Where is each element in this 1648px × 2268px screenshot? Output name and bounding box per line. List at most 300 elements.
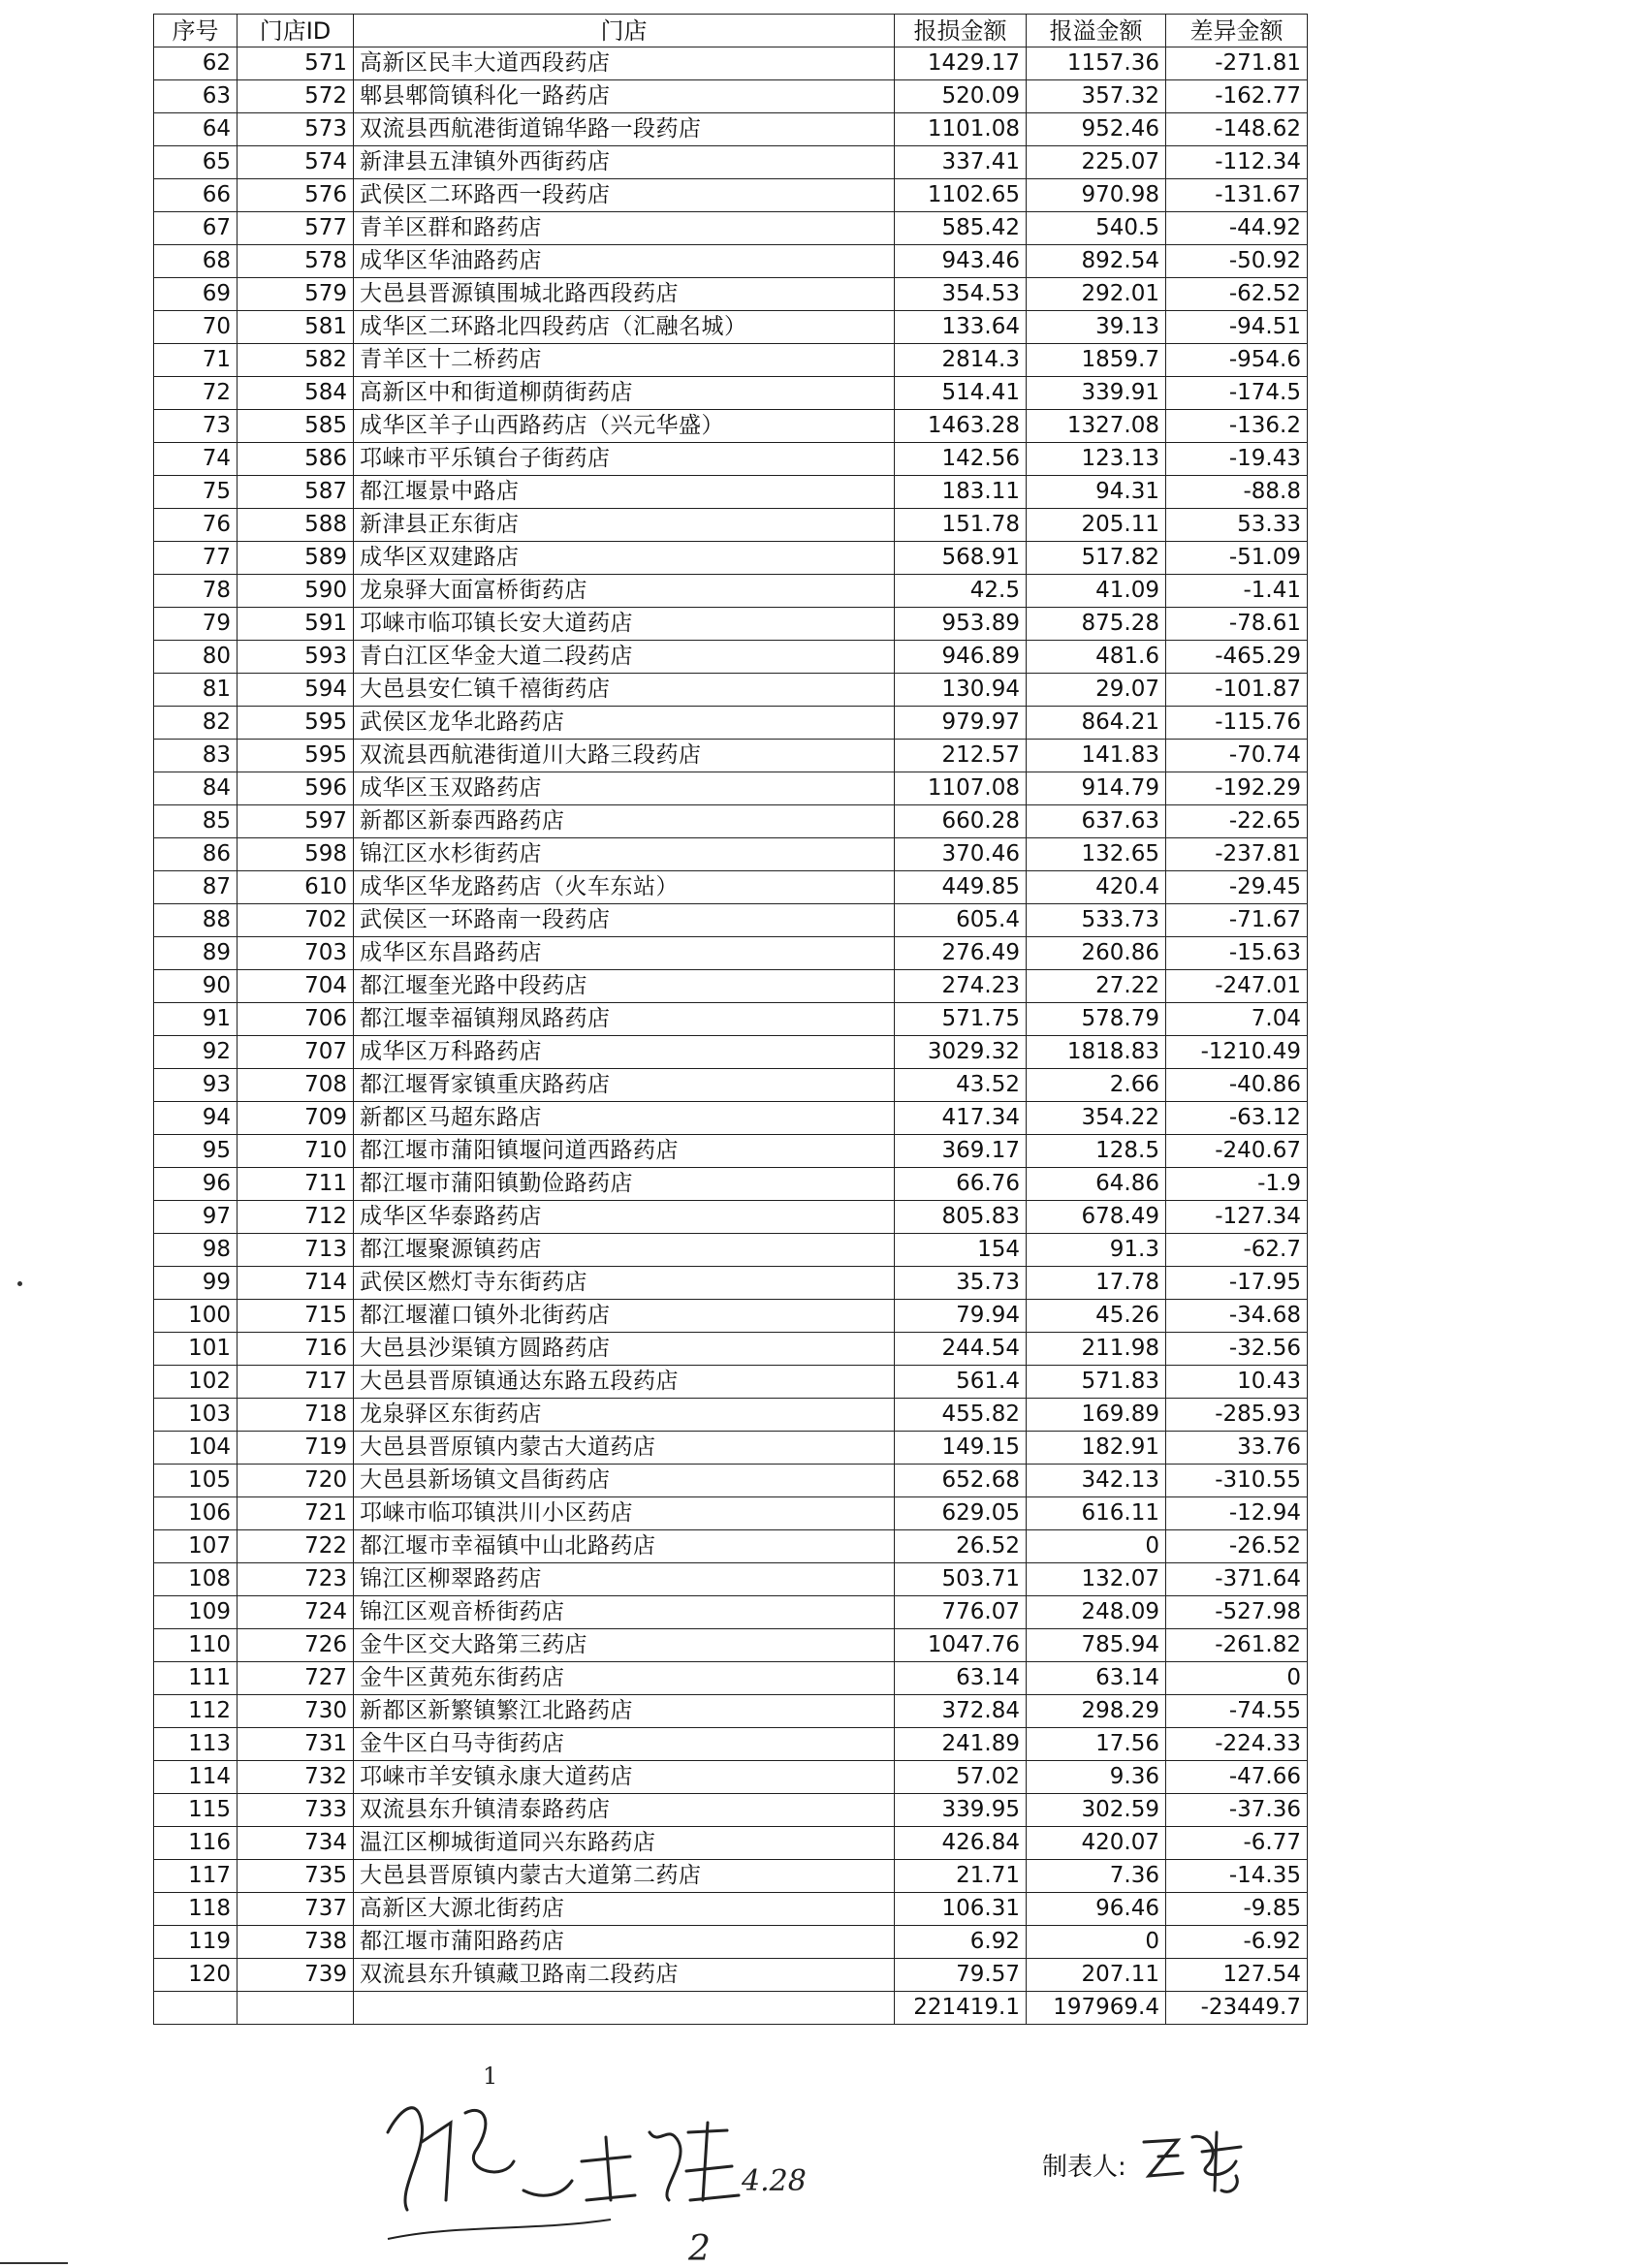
store-id: 574	[238, 146, 354, 179]
overage-amount: 207.11	[1027, 1959, 1166, 1992]
difference-amount: -12.94	[1166, 1497, 1308, 1530]
difference-amount: -6.77	[1166, 1827, 1308, 1860]
difference-amount: -88.8	[1166, 476, 1308, 509]
difference-amount: -44.92	[1166, 212, 1308, 245]
store-id: 713	[238, 1234, 354, 1267]
difference-amount: -40.86	[1166, 1069, 1308, 1102]
loss-amount: 106.31	[895, 1893, 1027, 1926]
row-index: 108	[154, 1563, 238, 1596]
difference-amount: -131.67	[1166, 179, 1308, 212]
store-id: 710	[238, 1135, 354, 1168]
row-index: 115	[154, 1794, 238, 1827]
totals-index	[154, 1992, 238, 2025]
loss-amount: 43.52	[895, 1069, 1027, 1102]
loss-amount: 151.78	[895, 509, 1027, 542]
overage-amount: 533.73	[1027, 904, 1166, 937]
store-id: 594	[238, 674, 354, 707]
row-index: 117	[154, 1860, 238, 1893]
difference-amount: 10.43	[1166, 1366, 1308, 1399]
overage-amount: 1157.36	[1027, 47, 1166, 80]
overage-amount: 9.36	[1027, 1761, 1166, 1794]
loss-amount: 660.28	[895, 805, 1027, 838]
table-row	[154, 47, 1308, 80]
store-id: 720	[238, 1465, 354, 1497]
loss-amount: 1429.17	[895, 47, 1027, 80]
overage-amount: 540.5	[1027, 212, 1166, 245]
store-name: 青羊区十二桥药店	[354, 344, 895, 377]
difference-amount: -1.41	[1166, 575, 1308, 608]
overage-amount: 1327.08	[1027, 410, 1166, 443]
loss-amount: 953.89	[895, 608, 1027, 641]
store-name: 新津县正东街店	[354, 509, 895, 542]
difference-amount: -148.62	[1166, 113, 1308, 146]
row-index: 97	[154, 1201, 238, 1234]
table-row	[154, 674, 1308, 707]
store-id: 726	[238, 1629, 354, 1662]
overage-amount: 357.32	[1027, 80, 1166, 113]
store-id: 598	[238, 838, 354, 871]
row-index: 113	[154, 1728, 238, 1761]
loss-amount: 369.17	[895, 1135, 1027, 1168]
loss-amount: 79.57	[895, 1959, 1027, 1992]
store-name: 锦江区水杉街药店	[354, 838, 895, 871]
difference-amount: -1.9	[1166, 1168, 1308, 1201]
table-row	[154, 410, 1308, 443]
header-store-id: 门店ID	[238, 15, 354, 47]
store-id: 708	[238, 1069, 354, 1102]
store-id: 586	[238, 443, 354, 476]
row-index: 67	[154, 212, 238, 245]
difference-amount: 53.33	[1166, 509, 1308, 542]
overage-amount: 875.28	[1027, 608, 1166, 641]
table-row	[154, 1926, 1308, 1959]
table-row	[154, 377, 1308, 410]
store-name: 成华区万科路药店	[354, 1036, 895, 1069]
table-row	[154, 1827, 1308, 1860]
overage-amount: 952.46	[1027, 113, 1166, 146]
store-name: 成华区羊子山西路药店（兴元华盛）	[354, 410, 895, 443]
table-row	[154, 1530, 1308, 1563]
table-row	[154, 1728, 1308, 1761]
store-id: 718	[238, 1399, 354, 1432]
row-index: 63	[154, 80, 238, 113]
difference-amount: -14.35	[1166, 1860, 1308, 1893]
row-index: 72	[154, 377, 238, 410]
row-index: 118	[154, 1893, 238, 1926]
row-index: 64	[154, 113, 238, 146]
row-index: 85	[154, 805, 238, 838]
header-index: 序号	[154, 15, 238, 47]
store-id: 593	[238, 641, 354, 674]
row-index: 65	[154, 146, 238, 179]
loss-amount: 585.42	[895, 212, 1027, 245]
store-id: 738	[238, 1926, 354, 1959]
loss-amount: 3029.32	[895, 1036, 1027, 1069]
loss-amount: 133.64	[895, 311, 1027, 344]
row-index: 78	[154, 575, 238, 608]
difference-amount: 0	[1166, 1662, 1308, 1695]
overage-amount: 339.91	[1027, 377, 1166, 410]
table-row	[154, 311, 1308, 344]
difference-amount: -192.29	[1166, 772, 1308, 805]
page-mark: 2	[688, 2229, 711, 2268]
loss-amount: 370.46	[895, 838, 1027, 871]
table-row	[154, 970, 1308, 1003]
handwritten-signature	[378, 2055, 921, 2268]
store-name: 高新区中和街道柳荫街药店	[354, 377, 895, 410]
difference-amount: -271.81	[1166, 47, 1308, 80]
table-row	[154, 1596, 1308, 1629]
total-difference: -23449.7	[1166, 1992, 1308, 2025]
difference-amount: -115.76	[1166, 707, 1308, 740]
row-index: 68	[154, 245, 238, 278]
loss-amount: 1102.65	[895, 179, 1027, 212]
difference-amount: -224.33	[1166, 1728, 1308, 1761]
difference-amount: -37.36	[1166, 1794, 1308, 1827]
row-index: 114	[154, 1761, 238, 1794]
table-row	[154, 1497, 1308, 1530]
row-index: 99	[154, 1267, 238, 1300]
difference-amount: -261.82	[1166, 1629, 1308, 1662]
table-row	[154, 707, 1308, 740]
store-id: 739	[238, 1959, 354, 1992]
table-row	[154, 443, 1308, 476]
difference-amount: 7.04	[1166, 1003, 1308, 1036]
row-index: 102	[154, 1366, 238, 1399]
store-name: 双流县东升镇藏卫路南二段药店	[354, 1959, 895, 1992]
loss-amount: 776.07	[895, 1596, 1027, 1629]
overage-amount: 123.13	[1027, 443, 1166, 476]
difference-amount: -63.12	[1166, 1102, 1308, 1135]
store-id: 727	[238, 1662, 354, 1695]
store-id: 581	[238, 311, 354, 344]
store-name: 高新区民丰大道西段药店	[354, 47, 895, 80]
row-index: 84	[154, 772, 238, 805]
store-name: 成华区华油路药店	[354, 245, 895, 278]
table-row	[154, 1267, 1308, 1300]
table-row	[154, 179, 1308, 212]
store-id: 590	[238, 575, 354, 608]
row-index: 77	[154, 542, 238, 575]
row-index: 111	[154, 1662, 238, 1695]
row-index: 82	[154, 707, 238, 740]
store-id: 578	[238, 245, 354, 278]
store-id: 572	[238, 80, 354, 113]
row-index: 94	[154, 1102, 238, 1135]
store-name: 大邑县安仁镇千禧街药店	[354, 674, 895, 707]
loss-amount: 274.23	[895, 970, 1027, 1003]
loss-amount: 183.11	[895, 476, 1027, 509]
store-id: 591	[238, 608, 354, 641]
overage-amount: 354.22	[1027, 1102, 1166, 1135]
store-name: 青白江区华金大道二段药店	[354, 641, 895, 674]
store-id: 587	[238, 476, 354, 509]
store-id: 711	[238, 1168, 354, 1201]
loss-amount: 244.54	[895, 1333, 1027, 1366]
difference-amount: -237.81	[1166, 838, 1308, 871]
store-name: 大邑县晋源镇围城北路西段药店	[354, 278, 895, 311]
store-id: 595	[238, 707, 354, 740]
loss-amount: 946.89	[895, 641, 1027, 674]
stray-dot	[17, 1281, 22, 1286]
overage-amount: 342.13	[1027, 1465, 1166, 1497]
signature-date: 4.28	[742, 2164, 807, 2198]
loss-amount: 26.52	[895, 1530, 1027, 1563]
store-name: 龙泉驿区东街药店	[354, 1399, 895, 1432]
difference-amount: -6.92	[1166, 1926, 1308, 1959]
overage-amount: 970.98	[1027, 179, 1166, 212]
loss-amount: 66.76	[895, 1168, 1027, 1201]
difference-amount: -247.01	[1166, 970, 1308, 1003]
table-row	[154, 1465, 1308, 1497]
loss-amount: 571.75	[895, 1003, 1027, 1036]
row-index: 66	[154, 179, 238, 212]
row-index: 95	[154, 1135, 238, 1168]
difference-amount: -22.65	[1166, 805, 1308, 838]
loss-amount: 57.02	[895, 1761, 1027, 1794]
overage-amount: 292.01	[1027, 278, 1166, 311]
store-id: 730	[238, 1695, 354, 1728]
row-index: 116	[154, 1827, 238, 1860]
loss-amount: 514.41	[895, 377, 1027, 410]
overage-amount: 128.5	[1027, 1135, 1166, 1168]
store-name: 青羊区群和路药店	[354, 212, 895, 245]
row-index: 81	[154, 674, 238, 707]
loss-amount: 337.41	[895, 146, 1027, 179]
difference-amount: -34.68	[1166, 1300, 1308, 1333]
difference-amount: -50.92	[1166, 245, 1308, 278]
overage-amount: 420.07	[1027, 1827, 1166, 1860]
loss-amount: 79.94	[895, 1300, 1027, 1333]
store-id: 704	[238, 970, 354, 1003]
store-name: 大邑县沙渠镇方圆路药店	[354, 1333, 895, 1366]
overage-amount: 616.11	[1027, 1497, 1166, 1530]
difference-amount: -26.52	[1166, 1530, 1308, 1563]
store-id: 576	[238, 179, 354, 212]
loss-amount: 1047.76	[895, 1629, 1027, 1662]
table-row	[154, 1432, 1308, 1465]
store-name: 大邑县晋原镇通达东路五段药店	[354, 1366, 895, 1399]
table-row	[154, 80, 1308, 113]
table-row	[154, 245, 1308, 278]
row-index: 73	[154, 410, 238, 443]
store-name: 温江区柳城街道同兴东路药店	[354, 1827, 895, 1860]
overage-amount: 91.3	[1027, 1234, 1166, 1267]
difference-amount: -74.55	[1166, 1695, 1308, 1728]
store-name: 大邑县晋原镇内蒙古大道第二药店	[354, 1860, 895, 1893]
difference-amount: -465.29	[1166, 641, 1308, 674]
store-id: 577	[238, 212, 354, 245]
difference-amount: 127.54	[1166, 1959, 1308, 1992]
table-row	[154, 1662, 1308, 1695]
overage-amount: 45.26	[1027, 1300, 1166, 1333]
table-row	[154, 1563, 1308, 1596]
table-row	[154, 1201, 1308, 1234]
row-index: 86	[154, 838, 238, 871]
store-id: 733	[238, 1794, 354, 1827]
store-name: 都江堰聚源镇药店	[354, 1234, 895, 1267]
store-name: 双流县西航港街道川大路三段药店	[354, 740, 895, 772]
difference-amount: -29.45	[1166, 871, 1308, 904]
difference-amount: -240.67	[1166, 1135, 1308, 1168]
loss-amount: 455.82	[895, 1399, 1027, 1432]
store-id: 724	[238, 1596, 354, 1629]
store-id: 723	[238, 1563, 354, 1596]
overage-amount: 517.82	[1027, 542, 1166, 575]
difference-amount: -47.66	[1166, 1761, 1308, 1794]
overage-amount: 132.65	[1027, 838, 1166, 871]
row-index: 100	[154, 1300, 238, 1333]
table-row	[154, 212, 1308, 245]
store-name: 武侯区龙华北路药店	[354, 707, 895, 740]
store-id: 712	[238, 1201, 354, 1234]
loss-amount: 21.71	[895, 1860, 1027, 1893]
store-name: 金牛区交大路第三药店	[354, 1629, 895, 1662]
overage-amount: 169.89	[1027, 1399, 1166, 1432]
store-id: 721	[238, 1497, 354, 1530]
store-name: 都江堰灌口镇外北街药店	[354, 1300, 895, 1333]
table-row	[154, 542, 1308, 575]
store-name: 成华区东昌路药店	[354, 937, 895, 970]
overage-amount: 578.79	[1027, 1003, 1166, 1036]
overage-amount: 864.21	[1027, 707, 1166, 740]
row-index: 80	[154, 641, 238, 674]
loss-amount: 503.71	[895, 1563, 1027, 1596]
difference-amount: -62.52	[1166, 278, 1308, 311]
overage-amount: 785.94	[1027, 1629, 1166, 1662]
overage-amount: 29.07	[1027, 674, 1166, 707]
row-index: 76	[154, 509, 238, 542]
store-name: 大邑县新场镇文昌街药店	[354, 1465, 895, 1497]
row-index: 103	[154, 1399, 238, 1432]
store-name: 龙泉驿大面富桥街药店	[354, 575, 895, 608]
loss-amount: 339.95	[895, 1794, 1027, 1827]
table-row	[154, 1860, 1308, 1893]
store-name: 新都区新泰西路药店	[354, 805, 895, 838]
table-row	[154, 1794, 1308, 1827]
store-id: 610	[238, 871, 354, 904]
overage-amount: 17.78	[1027, 1267, 1166, 1300]
overage-amount: 2.66	[1027, 1069, 1166, 1102]
total-loss: 221419.1	[895, 1992, 1027, 2025]
overage-amount: 63.14	[1027, 1662, 1166, 1695]
store-name: 武侯区燃灯寺东街药店	[354, 1267, 895, 1300]
overage-amount: 182.91	[1027, 1432, 1166, 1465]
table-row	[154, 641, 1308, 674]
table-row	[154, 1300, 1308, 1333]
store-id: 597	[238, 805, 354, 838]
store-name: 都江堰景中路店	[354, 476, 895, 509]
row-index: 93	[154, 1069, 238, 1102]
store-name: 成华区双建路店	[354, 542, 895, 575]
difference-amount: -127.34	[1166, 1201, 1308, 1234]
store-name: 邛崃市临邛镇洪川小区药店	[354, 1497, 895, 1530]
store-id: 717	[238, 1366, 354, 1399]
loss-amount: 629.05	[895, 1497, 1027, 1530]
difference-amount: -51.09	[1166, 542, 1308, 575]
overage-amount: 225.07	[1027, 146, 1166, 179]
loss-amount: 1101.08	[895, 113, 1027, 146]
loss-amount: 979.97	[895, 707, 1027, 740]
store-name: 都江堰奎光路中段药店	[354, 970, 895, 1003]
store-id: 584	[238, 377, 354, 410]
row-index: 92	[154, 1036, 238, 1069]
store-id: 573	[238, 113, 354, 146]
store-name: 新津县五津镇外西街药店	[354, 146, 895, 179]
table-row	[154, 575, 1308, 608]
loss-amount: 63.14	[895, 1662, 1027, 1695]
store-id: 732	[238, 1761, 354, 1794]
header-difference: 差异金额	[1166, 15, 1308, 47]
loss-amount: 276.49	[895, 937, 1027, 970]
header-loss-amount: 报损金额	[895, 15, 1027, 47]
store-id: 707	[238, 1036, 354, 1069]
loss-amount: 943.46	[895, 245, 1027, 278]
store-name: 武侯区一环路南一段药店	[354, 904, 895, 937]
store-id: 714	[238, 1267, 354, 1300]
loss-amount: 154	[895, 1234, 1027, 1267]
table-row	[154, 1959, 1308, 1992]
store-id: 702	[238, 904, 354, 937]
row-index: 104	[154, 1432, 238, 1465]
store-id: 589	[238, 542, 354, 575]
table-row	[154, 344, 1308, 377]
footer-rule	[0, 2262, 68, 2264]
table-row	[154, 1761, 1308, 1794]
store-id: 706	[238, 1003, 354, 1036]
table-row	[154, 1399, 1308, 1432]
table-row	[154, 1695, 1308, 1728]
row-index: 96	[154, 1168, 238, 1201]
store-name: 金牛区黄苑东街药店	[354, 1662, 895, 1695]
totals-row	[154, 1992, 1308, 2025]
store-id: 716	[238, 1333, 354, 1366]
loss-amount: 805.83	[895, 1201, 1027, 1234]
overage-amount: 41.09	[1027, 575, 1166, 608]
store-name: 新都区新繁镇繁江北路药店	[354, 1695, 895, 1728]
overage-amount: 141.83	[1027, 740, 1166, 772]
table-row	[154, 1069, 1308, 1102]
store-id: 595	[238, 740, 354, 772]
loss-amount: 372.84	[895, 1695, 1027, 1728]
store-id: 582	[238, 344, 354, 377]
header-overage-amount: 报溢金额	[1027, 15, 1166, 47]
store-id: 571	[238, 47, 354, 80]
store-name: 郫县郫筒镇科化一路药店	[354, 80, 895, 113]
store-name: 双流县东升镇清泰路药店	[354, 1794, 895, 1827]
row-index: 101	[154, 1333, 238, 1366]
row-index: 74	[154, 443, 238, 476]
difference-amount: -174.5	[1166, 377, 1308, 410]
overage-amount: 27.22	[1027, 970, 1166, 1003]
overage-amount: 637.63	[1027, 805, 1166, 838]
loss-amount: 149.15	[895, 1432, 1027, 1465]
store-name: 都江堰市幸福镇中山北路药店	[354, 1530, 895, 1563]
table-row	[154, 1135, 1308, 1168]
loss-amount: 1463.28	[895, 410, 1027, 443]
loss-amount: 605.4	[895, 904, 1027, 937]
store-name: 都江堰市蒲阳路药店	[354, 1926, 895, 1959]
overage-amount: 571.83	[1027, 1366, 1166, 1399]
row-index: 88	[154, 904, 238, 937]
overage-amount: 260.86	[1027, 937, 1166, 970]
difference-amount: -310.55	[1166, 1465, 1308, 1497]
total-overage: 197969.4	[1027, 1992, 1166, 2025]
maker-signature	[1139, 2123, 1255, 2200]
row-index: 120	[154, 1959, 238, 1992]
row-index: 79	[154, 608, 238, 641]
row-index: 107	[154, 1530, 238, 1563]
